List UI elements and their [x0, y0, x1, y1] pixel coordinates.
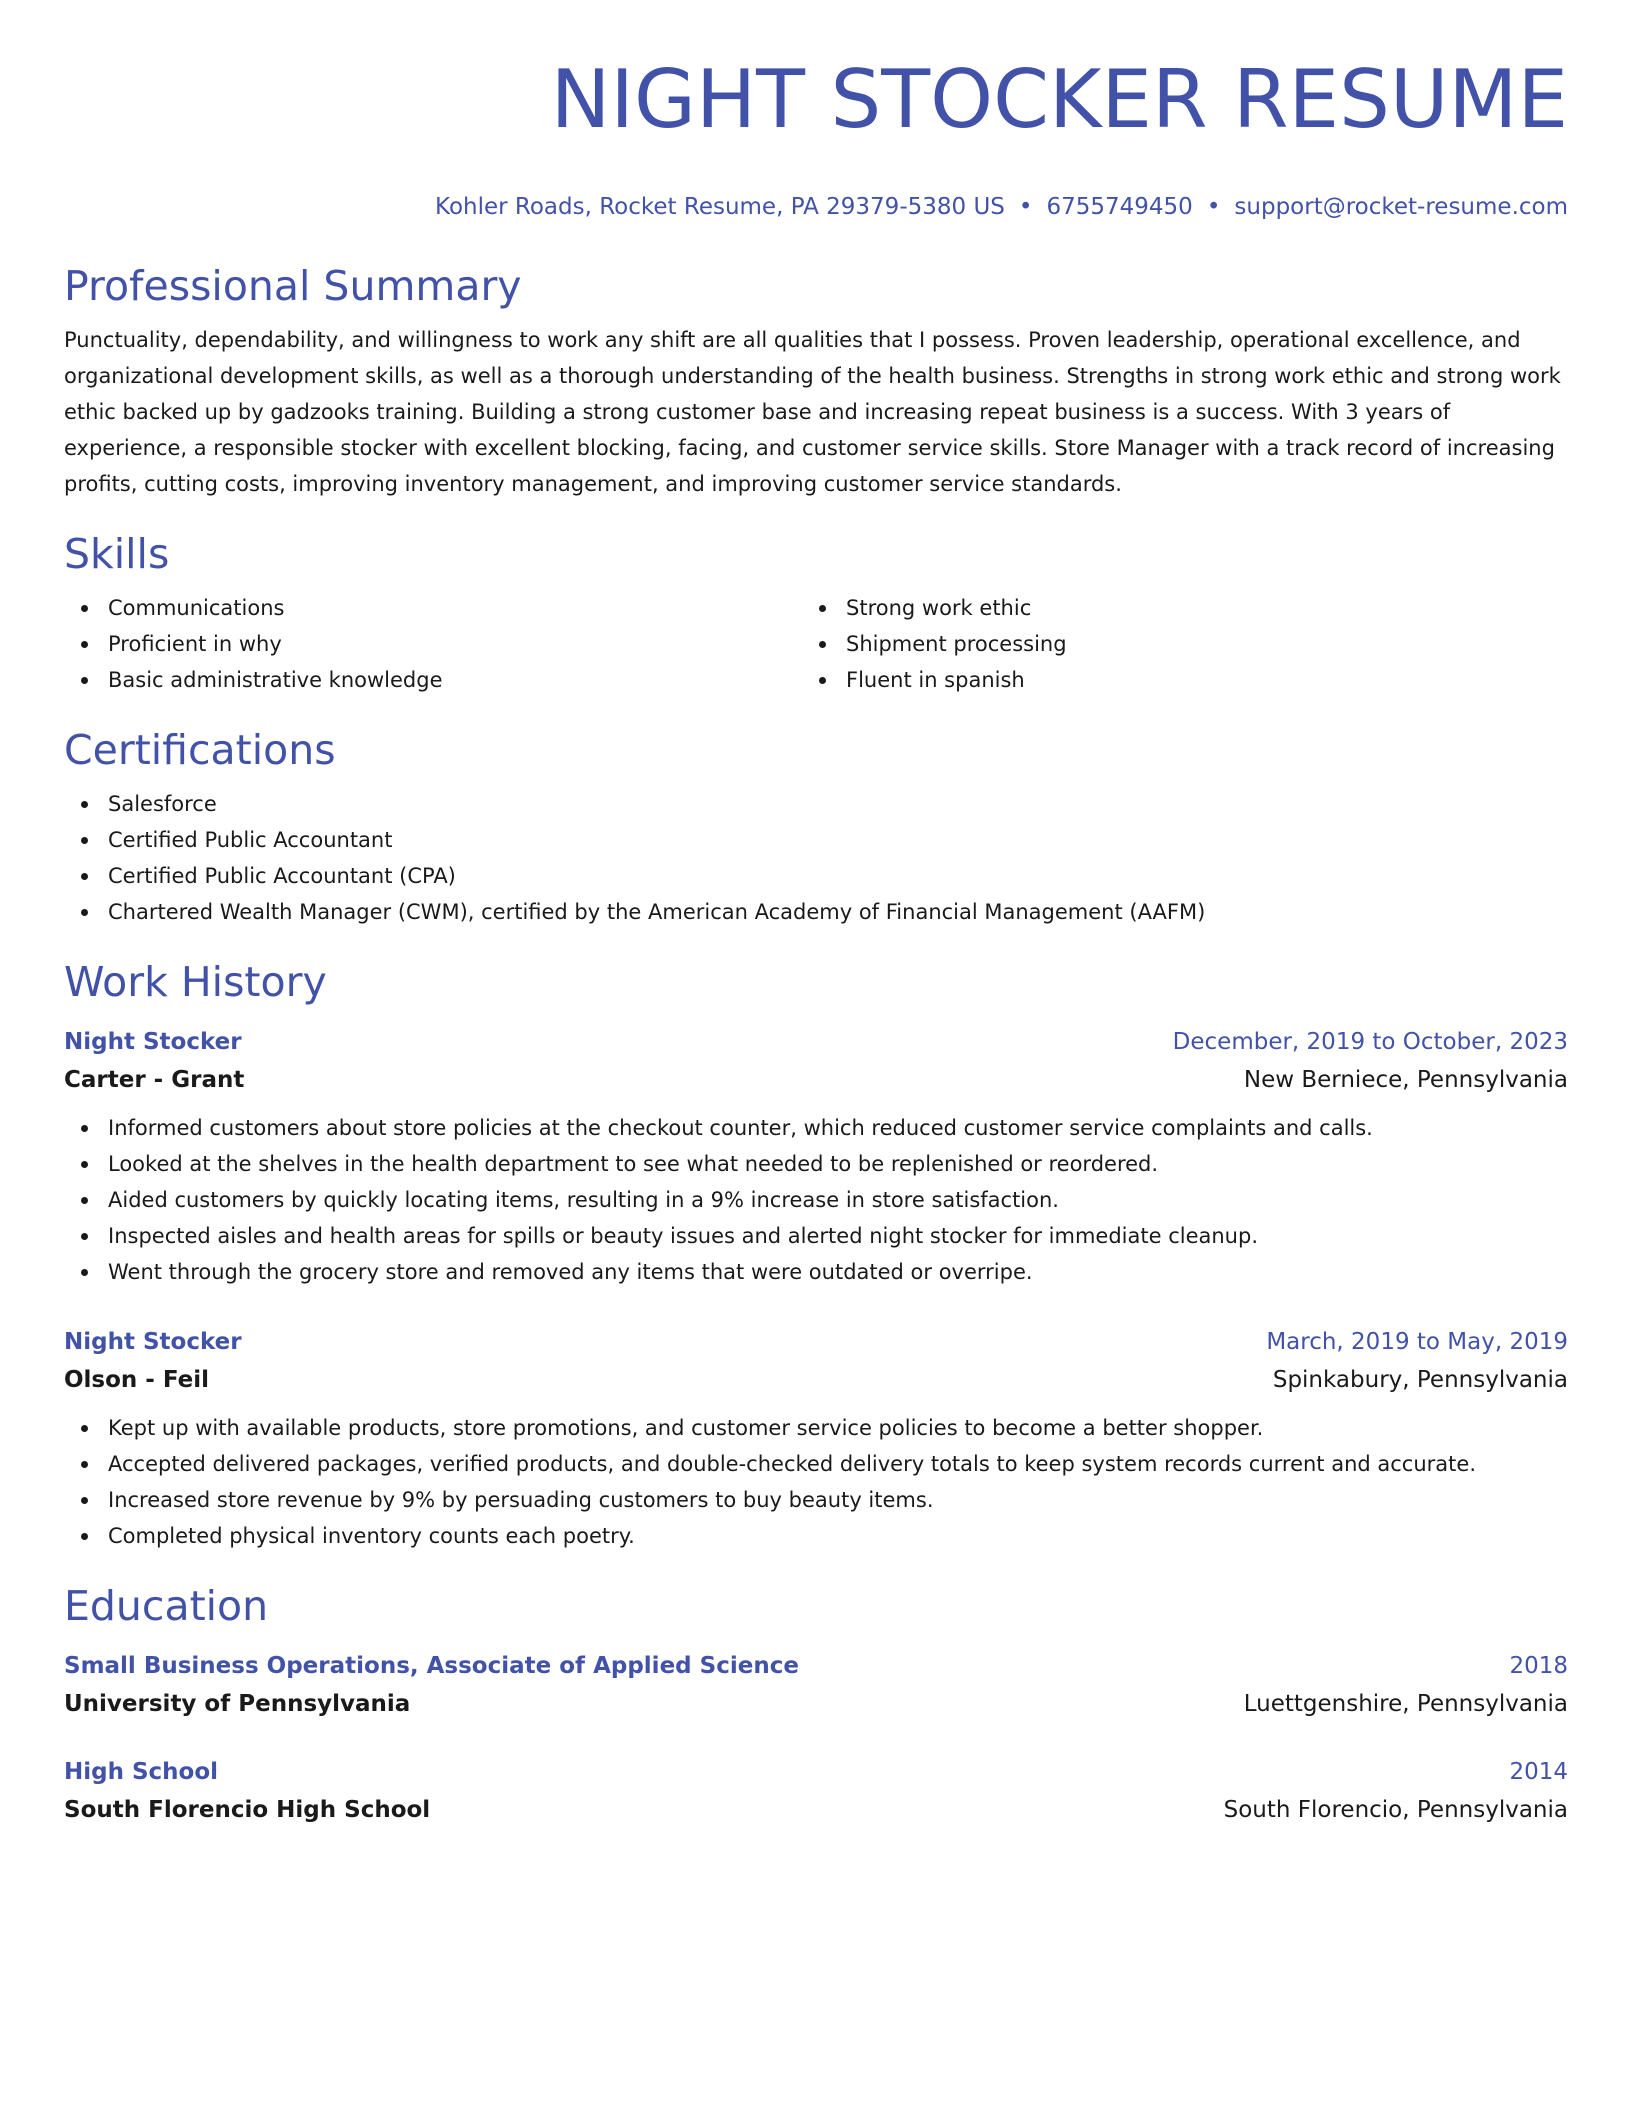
skill-item: Proficient in why	[64, 626, 802, 662]
education-school: University of Pennsylvania	[64, 1691, 411, 1717]
skills-section	[64, 526, 1568, 698]
education-header-row	[64, 1754, 1568, 1790]
certifications-heading: Certifications	[64, 726, 336, 774]
job-bullet: Increased store revenue by 9% by persuading customers to buy beauty items.	[64, 1482, 1568, 1518]
work-history-section	[64, 954, 1568, 1554]
education-entry	[64, 1648, 1568, 1724]
contact-address: Kohler Roads, Rocket Resume, PA 29379-5380 US	[435, 194, 1005, 220]
skills-heading: Skills	[64, 530, 170, 578]
education-degree: High School	[64, 1759, 219, 1785]
education-entry	[64, 1754, 1568, 1830]
job-bullet: Inspected aisles and health areas for spills or beauty issues and alerted night stocker for immediate cleanup.	[64, 1218, 1568, 1254]
skill-item: Fluent in spanish	[802, 662, 1540, 698]
skill-item: Basic administrative knowledge	[64, 662, 802, 698]
summary-section	[64, 258, 1568, 502]
education-header-row	[64, 1648, 1568, 1684]
job-bullet: Completed physical inventory counts each poetry.	[64, 1518, 1568, 1554]
education-year: 2018	[1509, 1653, 1568, 1679]
job-employer-row	[64, 1360, 1568, 1400]
certification-item: Chartered Wealth Manager (CWM), certified by the American Academy of Financial Management (AAFM)	[64, 894, 1568, 930]
certification-item: Certified Public Accountant (CPA)	[64, 858, 1568, 894]
job-employer: Carter - Grant	[64, 1067, 245, 1093]
job-bullet: Went through the grocery store and removed any items that were outdated or overripe.	[64, 1254, 1568, 1290]
work-history-heading: Work History	[64, 958, 327, 1006]
skills-list-right	[802, 590, 1540, 698]
contact-email[interactable]: support@rocket-resume.com	[1234, 194, 1568, 220]
education-year: 2014	[1509, 1759, 1568, 1785]
skills-list-left	[64, 590, 802, 698]
job-entry	[64, 1024, 1568, 1290]
certification-item: Certified Public Accountant	[64, 822, 1568, 858]
contact-separator: •	[1206, 194, 1221, 220]
job-bullet: Aided customers by quickly locating items, resulting in a 9% increase in store satisfaction.	[64, 1182, 1568, 1218]
certifications-list	[64, 786, 1568, 930]
education-section	[64, 1578, 1568, 1830]
education-school: South Florencio High School	[64, 1797, 431, 1823]
job-dates: December, 2019 to October, 2023	[1172, 1029, 1568, 1055]
certification-item: Salesforce	[64, 786, 1568, 822]
education-location: Luettgenshire, Pennsylvania	[1243, 1691, 1568, 1717]
resume-title: NIGHT STOCKER RESUME	[550, 53, 1568, 146]
job-bullet: Kept up with available products, store promotions, and customer service policies to become a better shopper.	[64, 1410, 1568, 1446]
job-bullets	[64, 1410, 1568, 1554]
job-title: Night Stocker	[64, 1029, 242, 1055]
job-location: New Berniece, Pennsylvania	[1243, 1067, 1568, 1093]
summary-text: Punctuality, dependability, and willingness to work any shift are all qualities that I possess. Proven leadership, operational excellence, and organizational development skills, as well as a thorough understanding of the health business. Strengths in strong work ethic and strong work ethic backed up by gadzooks training. Building a strong customer base and increasing repeat business is a success. With 3 years of experience, a responsible stocker with excellent blocking, facing, and customer service skills. Store Manager with a track record of increasing profits, cutting costs, improving inventory management, and improving customer service standards.	[64, 328, 1561, 496]
certifications-section	[64, 722, 1568, 930]
contact-line	[64, 190, 1568, 224]
summary-heading: Professional Summary	[64, 262, 522, 310]
contact-separator: •	[1018, 194, 1033, 220]
skills-columns	[64, 590, 1568, 698]
job-bullets	[64, 1110, 1568, 1290]
job-employer-row	[64, 1060, 1568, 1100]
education-school-row	[64, 1790, 1568, 1830]
job-employer: Olson - Feil	[64, 1367, 210, 1393]
skill-item: Communications	[64, 590, 802, 626]
job-bullet: Accepted delivered packages, verified products, and double-checked delivery totals to keep system records current and accurate.	[64, 1446, 1568, 1482]
education-degree: Small Business Operations, Associate of Applied Science	[64, 1653, 799, 1679]
education-location: South Florencio, Pennsylvania	[1223, 1797, 1568, 1823]
job-bullet: Looked at the shelves in the health department to see what needed to be replenished or reordered.	[64, 1146, 1568, 1182]
job-location: Spinkabury, Pennsylvania	[1272, 1367, 1568, 1393]
job-header-row	[64, 1324, 1568, 1360]
job-header-row	[64, 1024, 1568, 1060]
job-title: Night Stocker	[64, 1329, 242, 1355]
job-bullet: Informed customers about store policies at the checkout counter, which reduced customer service complaints and calls.	[64, 1110, 1568, 1146]
skill-item: Shipment processing	[802, 626, 1540, 662]
education-heading: Education	[64, 1582, 269, 1630]
job-dates: March, 2019 to May, 2019	[1266, 1329, 1568, 1355]
education-school-row	[64, 1684, 1568, 1724]
skill-item: Strong work ethic	[802, 590, 1540, 626]
contact-phone: 6755749450	[1046, 194, 1193, 220]
job-entry	[64, 1324, 1568, 1554]
